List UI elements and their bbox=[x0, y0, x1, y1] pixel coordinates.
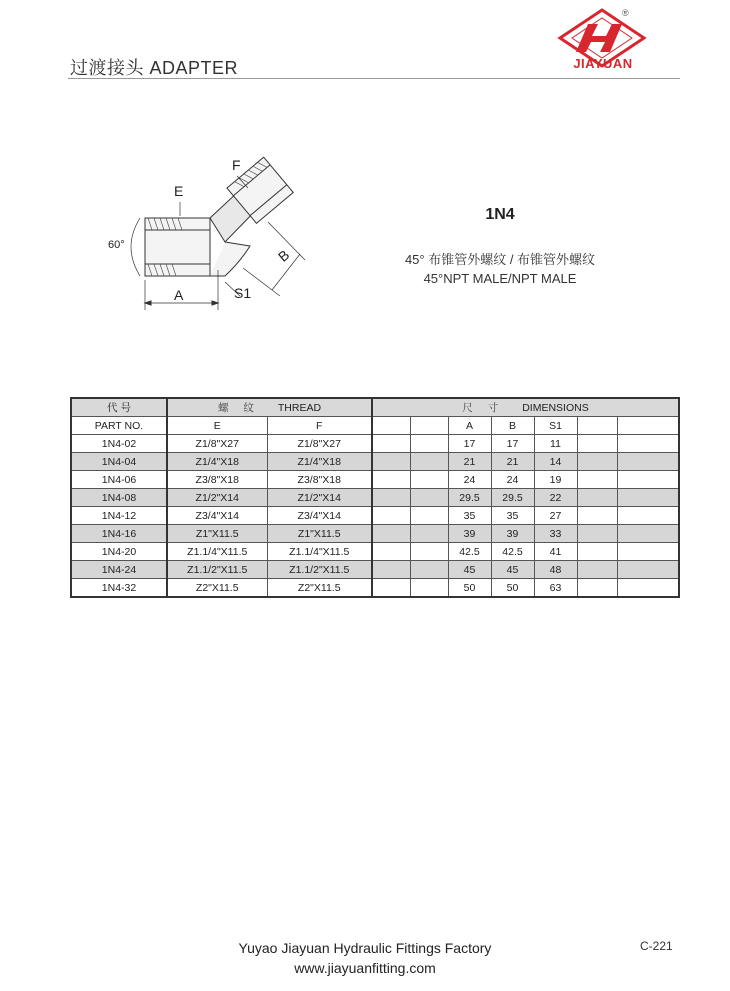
table-row bbox=[71, 435, 679, 453]
empty-cell bbox=[372, 471, 410, 489]
brand-name: JIAYUAN bbox=[573, 56, 633, 71]
label-f: F bbox=[232, 157, 241, 173]
thread-e-cell: Z1.1/2"X11.5 bbox=[167, 561, 267, 579]
empty-cell bbox=[617, 471, 679, 489]
empty-cell bbox=[577, 579, 617, 598]
part-no-cell: 1N4-04 bbox=[71, 453, 167, 471]
label-e: E bbox=[174, 183, 184, 199]
table-header-row-1 bbox=[71, 398, 679, 417]
label-angle: 60° bbox=[108, 239, 125, 251]
thread-f-cell: Z1.1/2"X11.5 bbox=[267, 561, 372, 579]
thread-e-cell: Z2"X11.5 bbox=[167, 579, 267, 598]
empty-cell bbox=[617, 561, 679, 579]
empty-cell bbox=[372, 453, 410, 471]
table-row bbox=[71, 525, 679, 543]
footer bbox=[0, 938, 730, 978]
dim-b-cell: 39 bbox=[491, 525, 534, 543]
col-a-header: A bbox=[448, 417, 491, 435]
product-desc-en: 45°NPT MALE/NPT MALE bbox=[423, 271, 577, 286]
part-no-cell: 1N4-24 bbox=[71, 561, 167, 579]
thread-f-cell: Z1.1/4"X11.5 bbox=[267, 543, 372, 561]
thread-e-cell: Z1"X11.5 bbox=[167, 525, 267, 543]
dim-a-cell: 29.5 bbox=[448, 489, 491, 507]
empty-cell bbox=[577, 507, 617, 525]
thread-f-cell: Z2"X11.5 bbox=[267, 579, 372, 598]
page-title: 过渡接头 ADAPTER bbox=[70, 58, 239, 78]
dim-a-cell: 21 bbox=[448, 453, 491, 471]
thread-e-cell: Z1/4"X18 bbox=[167, 453, 267, 471]
dim-s1-cell: 33 bbox=[534, 525, 577, 543]
thread-f-cell: Z1"X11.5 bbox=[267, 525, 372, 543]
empty-cell bbox=[372, 543, 410, 561]
thread-e-cell: Z1/8"X27 bbox=[167, 435, 267, 453]
empty-cell bbox=[410, 453, 448, 471]
dim-b-cell: 21 bbox=[491, 453, 534, 471]
thread-e-cell: Z1.1/4"X11.5 bbox=[167, 543, 267, 561]
dim-b-cell: 17 bbox=[491, 435, 534, 453]
part-no-cell: 1N4-12 bbox=[71, 507, 167, 525]
table-row bbox=[71, 471, 679, 489]
registered-mark: ® bbox=[622, 8, 629, 18]
empty-header bbox=[577, 417, 617, 435]
dim-a-cell: 45 bbox=[448, 561, 491, 579]
empty-cell bbox=[410, 525, 448, 543]
empty-cell bbox=[372, 507, 410, 525]
thread-e-cell: Z3/4"X14 bbox=[167, 507, 267, 525]
part-no-cell: 1N4-16 bbox=[71, 525, 167, 543]
label-a: A bbox=[174, 287, 184, 303]
empty-cell bbox=[372, 435, 410, 453]
thread-header: 螺 纹 THREAD bbox=[167, 398, 372, 417]
table-row bbox=[71, 507, 679, 525]
empty-cell bbox=[577, 525, 617, 543]
empty-cell bbox=[410, 579, 448, 598]
dim-b-cell: 42.5 bbox=[491, 543, 534, 561]
label-s1: S1 bbox=[234, 285, 252, 301]
table-row bbox=[71, 453, 679, 471]
header-divider bbox=[68, 78, 680, 79]
dim-a-cell: 35 bbox=[448, 507, 491, 525]
empty-header bbox=[617, 417, 679, 435]
dim-b-cell: 45 bbox=[491, 561, 534, 579]
dim-a-cell: 42.5 bbox=[448, 543, 491, 561]
empty-cell bbox=[577, 561, 617, 579]
dim-b-cell: 50 bbox=[491, 579, 534, 598]
table-row bbox=[71, 489, 679, 507]
label-b: B bbox=[274, 246, 293, 265]
empty-cell bbox=[410, 435, 448, 453]
empty-cell bbox=[372, 525, 410, 543]
empty-cell bbox=[617, 507, 679, 525]
page-number: C-221 bbox=[640, 939, 673, 953]
empty-cell bbox=[577, 471, 617, 489]
empty-cell bbox=[617, 579, 679, 598]
empty-cell bbox=[617, 453, 679, 471]
empty-cell bbox=[577, 489, 617, 507]
dim-s1-cell: 63 bbox=[534, 579, 577, 598]
empty-cell bbox=[372, 489, 410, 507]
thread-e-cell: Z1/2"X14 bbox=[167, 489, 267, 507]
dim-s1-cell: 11 bbox=[534, 435, 577, 453]
company-name: Yuyao Jiayuan Hydraulic Fittings Factory bbox=[238, 940, 492, 956]
dim-s1-cell: 27 bbox=[534, 507, 577, 525]
dimensions-header: 尺 寸 DIMENSIONS bbox=[372, 398, 679, 417]
dim-s1-cell: 14 bbox=[534, 453, 577, 471]
part-no-cell: 1N4-02 bbox=[71, 435, 167, 453]
spec-table bbox=[70, 397, 680, 598]
dim-s1-cell: 22 bbox=[534, 489, 577, 507]
empty-cell bbox=[617, 543, 679, 561]
product-code: 1N4 bbox=[485, 206, 515, 223]
dim-b-cell: 24 bbox=[491, 471, 534, 489]
part-no-cell: 1N4-20 bbox=[71, 543, 167, 561]
dim-s1-cell: 41 bbox=[534, 543, 577, 561]
dim-a-cell: 24 bbox=[448, 471, 491, 489]
dim-a-cell: 39 bbox=[448, 525, 491, 543]
table-row bbox=[71, 561, 679, 579]
empty-cell bbox=[410, 543, 448, 561]
col-e-header: E bbox=[167, 417, 267, 435]
dim-a-cell: 17 bbox=[448, 435, 491, 453]
part-no-cell: 1N4-08 bbox=[71, 489, 167, 507]
part-no-cell: 1N4-32 bbox=[71, 579, 167, 598]
part-no-cn-header: 代 号 bbox=[71, 398, 167, 417]
empty-cell bbox=[577, 543, 617, 561]
dim-a-cell: 50 bbox=[448, 579, 491, 598]
col-b-header: B bbox=[491, 417, 534, 435]
part-no-header: PART NO. bbox=[71, 417, 167, 435]
dim-s1-cell: 48 bbox=[534, 561, 577, 579]
empty-cell bbox=[410, 489, 448, 507]
dim-b-cell: 35 bbox=[491, 507, 534, 525]
thread-e-cell: Z3/8"X18 bbox=[167, 471, 267, 489]
empty-cell bbox=[617, 435, 679, 453]
fitting-drawing bbox=[100, 150, 330, 315]
empty-header bbox=[372, 417, 410, 435]
part-no-cell: 1N4-06 bbox=[71, 471, 167, 489]
col-f-header: F bbox=[267, 417, 372, 435]
website-link[interactable]: www.jiayuanfitting.com bbox=[294, 960, 436, 976]
thread-f-cell: Z1/4"X18 bbox=[267, 453, 372, 471]
empty-cell bbox=[372, 579, 410, 598]
dim-s1-cell: 19 bbox=[534, 471, 577, 489]
empty-cell bbox=[372, 561, 410, 579]
product-description bbox=[360, 250, 640, 288]
col-s1-header: S1 bbox=[534, 417, 577, 435]
table-row bbox=[71, 543, 679, 561]
empty-cell bbox=[617, 525, 679, 543]
empty-cell bbox=[410, 507, 448, 525]
empty-cell bbox=[410, 561, 448, 579]
empty-cell bbox=[577, 453, 617, 471]
table-header-row-2 bbox=[71, 417, 679, 435]
table-row bbox=[71, 579, 679, 598]
thread-f-cell: Z3/8"X18 bbox=[267, 471, 372, 489]
empty-cell bbox=[577, 435, 617, 453]
empty-header bbox=[410, 417, 448, 435]
dim-b-cell: 29.5 bbox=[491, 489, 534, 507]
thread-f-cell: Z1/2"X14 bbox=[267, 489, 372, 507]
thread-f-cell: Z1/8"X27 bbox=[267, 435, 372, 453]
product-desc-cn: 45° 布锥管外螺纹 / 布锥管外螺纹 bbox=[404, 252, 596, 267]
thread-f-cell: Z3/4"X14 bbox=[267, 507, 372, 525]
empty-cell bbox=[617, 489, 679, 507]
empty-cell bbox=[410, 471, 448, 489]
